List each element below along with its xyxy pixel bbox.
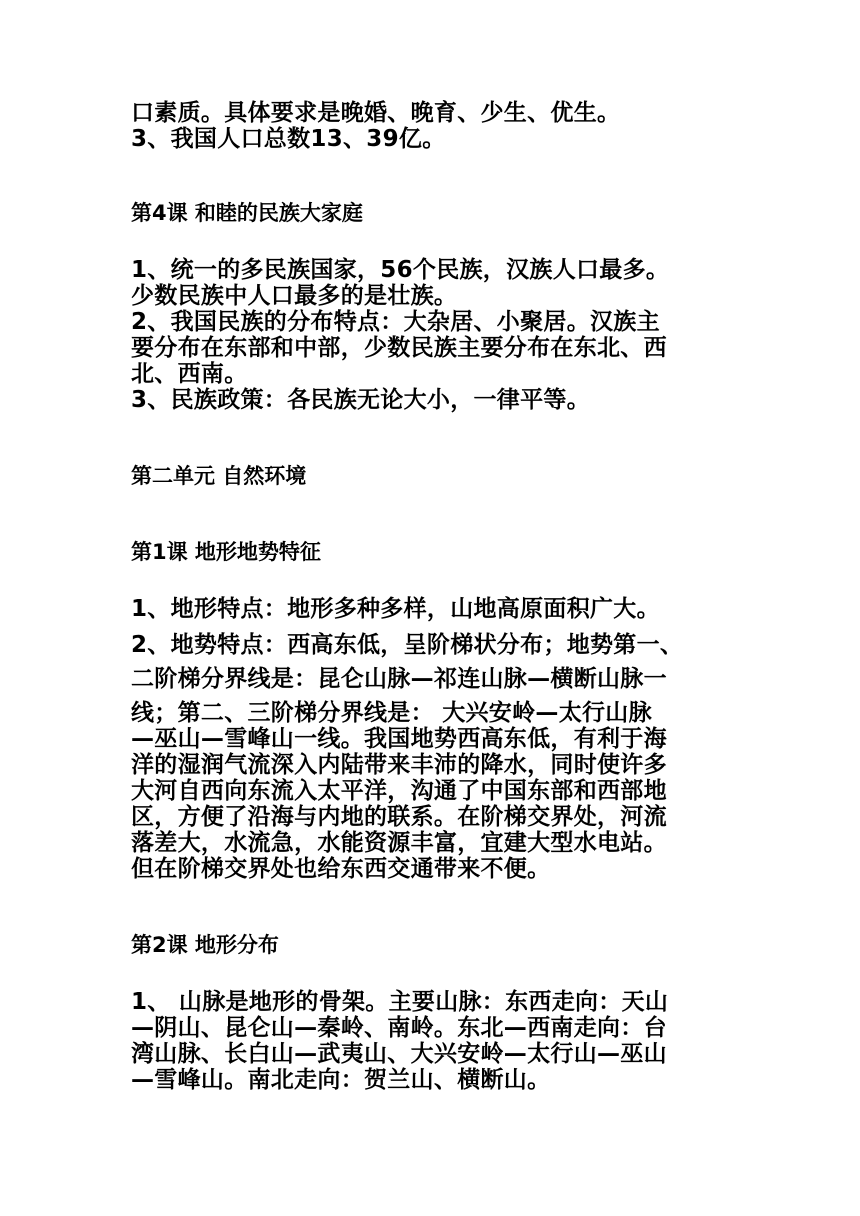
lesson4-line: 1、统一的多民族国家，56个民族，汉族人口最多。: [131, 257, 670, 283]
intro-line-1: 口素质。具体要求是晚婚、晚育、少生、优生。: [131, 100, 621, 126]
lesson4-title: 第4课 和睦的民族大家庭: [131, 201, 363, 225]
lesson1-line: 大河自西向东流入太平洋，沟通了中国东部和西部地: [131, 778, 667, 804]
intro-line-2: 3、我国人口总数13、39亿。: [131, 126, 446, 152]
lesson1-line: 但在阶梯交界处也给东西交通带来不便。: [131, 856, 551, 882]
lesson1-line: —巫山—雪峰山一线。我国地势西高东低，有利于海: [131, 726, 667, 752]
lesson2-line: 1、 山脉是地形的骨架。主要山脉：东西走向：天山: [131, 989, 669, 1015]
lesson4-line: 3、民族政策：各民族无论大小，一律平等。: [131, 387, 591, 413]
lesson1-line: 二阶梯分界线是：昆仑山脉—祁连山脉—横断山脉一: [131, 666, 667, 692]
lesson4-line: 北、西南。: [131, 361, 248, 387]
lesson1-line: 洋的湿润气流深入内陆带来丰沛的降水，同时使许多: [131, 752, 667, 778]
lesson2-line: 湾山脉、长白山—武夷山、大兴安岭—太行山—巫山: [131, 1041, 667, 1067]
lesson2-title: 第2课 地形分布: [131, 933, 279, 957]
lesson2-line: —雪峰山。南北走向：贺兰山、横断山。: [131, 1067, 551, 1093]
lesson1-body: [131, 596, 741, 882]
lesson2-line: —阴山、昆仑山—秦岭、南岭。东北—西南走向：台: [131, 1015, 667, 1041]
lesson2-body: [131, 989, 741, 1093]
lesson1-line: 1、地形特点：地形多种多样，山地高原面积广大。: [131, 596, 660, 622]
lesson4-line: 要分布在东部和中部，少数民族主要分布在东北、西: [131, 335, 667, 361]
lesson4-line: 少数民族中人口最多的是壮族。: [131, 283, 458, 309]
document-page: [131, 100, 741, 1093]
lesson1-line: 落差大，水流急，水能资源丰富，宜建大型水电站。: [131, 830, 667, 856]
lesson1-line: 区，方便了沿海与内地的联系。在阶梯交界处，河流: [131, 804, 667, 830]
unit2-title: 第二单元 自然环境: [131, 464, 307, 488]
lesson4-line: 2、我国民族的分布特点：大杂居、小聚居。汉族主: [131, 309, 660, 335]
lesson1-title: 第1课 地形地势特征: [131, 540, 321, 564]
lesson1-line: 2、地势特点：西高东低，呈阶梯状分布；地势第一、: [131, 632, 684, 658]
lesson4-body: [131, 257, 741, 413]
lesson1-line: 线；第二、三阶梯分界线是： 大兴安岭—太行山脉: [131, 700, 652, 726]
